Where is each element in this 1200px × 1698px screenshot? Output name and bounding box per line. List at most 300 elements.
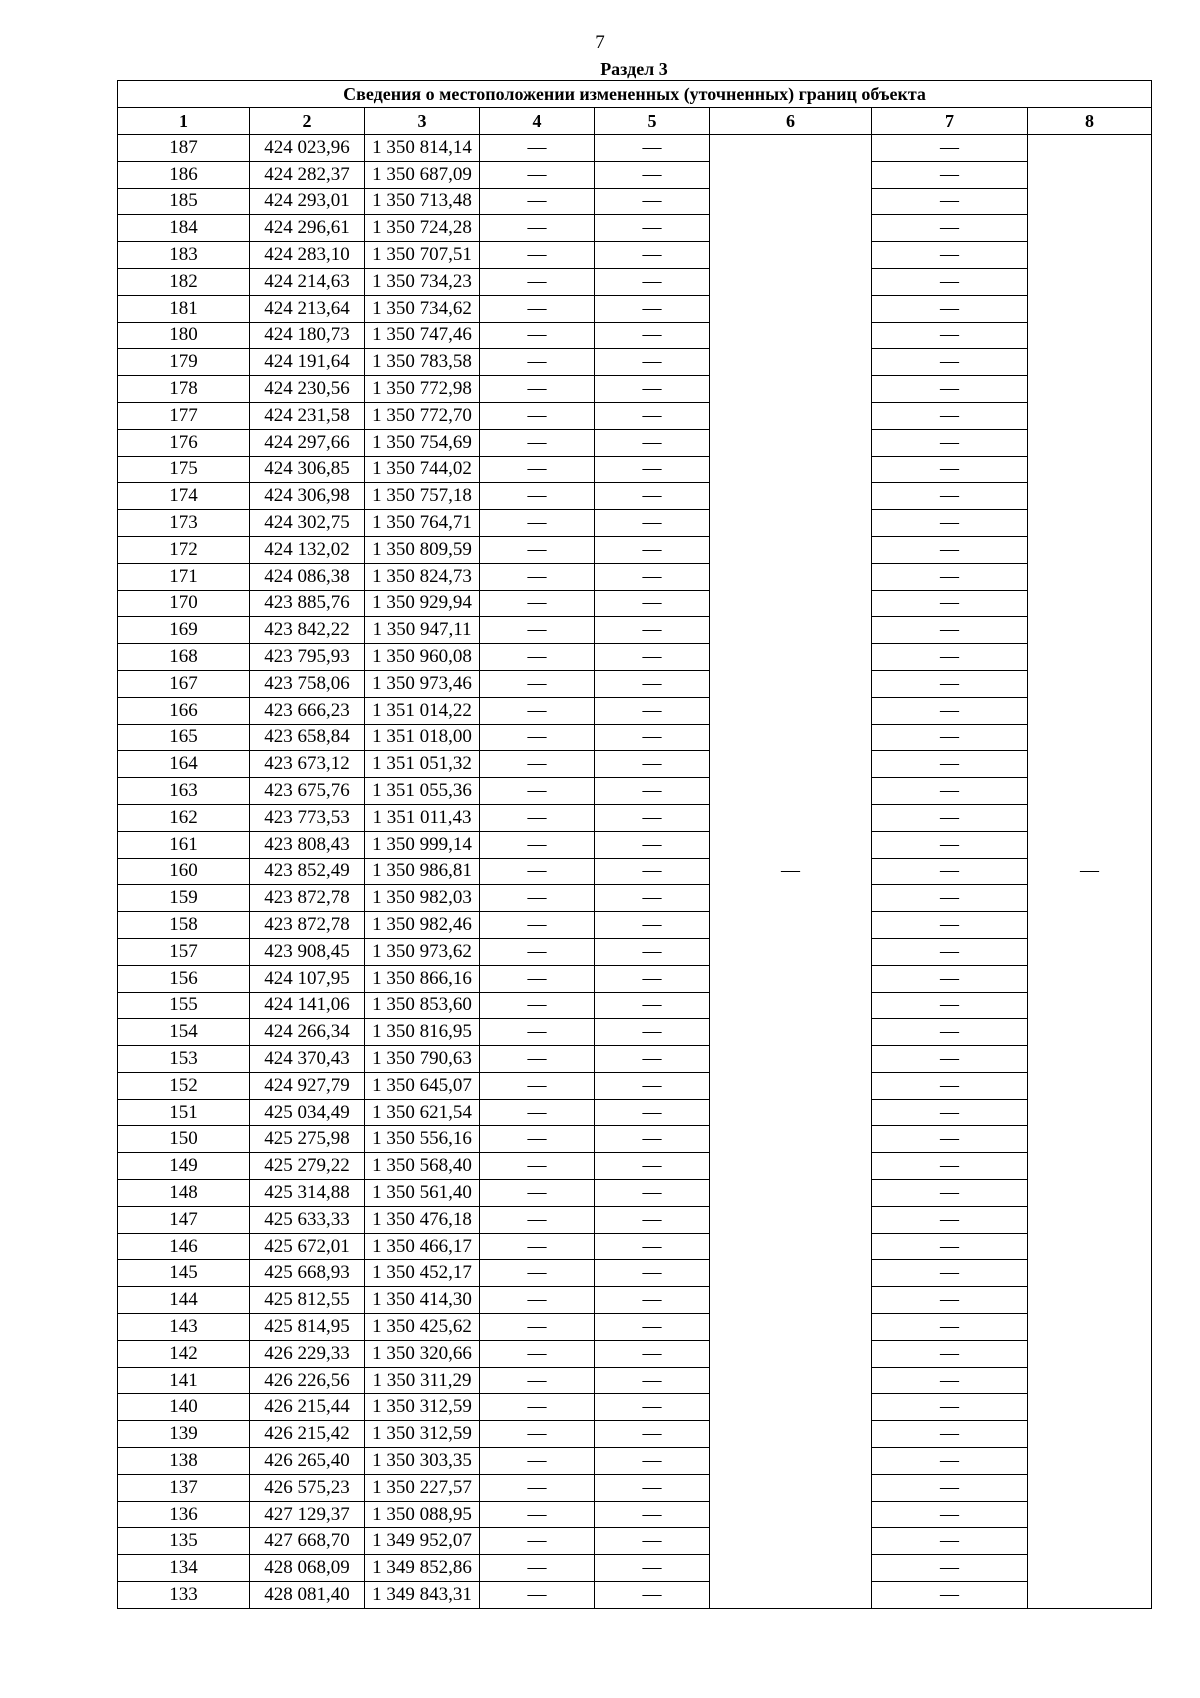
col4-dash-cell: —	[480, 1180, 595, 1207]
coordinate-y-cell: 1 350 312,59	[365, 1394, 480, 1421]
col4-dash-cell: —	[480, 590, 595, 617]
col4-dash-cell: —	[480, 1555, 595, 1582]
table-header-row	[118, 108, 1152, 135]
col7-dash-cell: —	[872, 778, 1028, 805]
col4-dash-cell: —	[480, 965, 595, 992]
col7-dash-cell: —	[872, 670, 1028, 697]
table-row	[118, 1046, 1152, 1073]
coordinate-x-cell: 424 293,01	[250, 188, 365, 215]
table-row	[118, 1019, 1152, 1046]
col7-dash-cell: —	[872, 804, 1028, 831]
col4-dash-cell: —	[480, 1019, 595, 1046]
coordinate-y-cell: 1 350 960,08	[365, 644, 480, 671]
coordinate-x-cell: 424 214,63	[250, 268, 365, 295]
col5-dash-cell: —	[595, 510, 710, 537]
coordinate-y-cell: 1 350 824,73	[365, 563, 480, 590]
col7-dash-cell: —	[872, 295, 1028, 322]
col4-dash-cell: —	[480, 1126, 595, 1153]
point-number-cell: 179	[118, 349, 250, 376]
coordinate-y-cell: 1 350 764,71	[365, 510, 480, 537]
column-header: 7	[872, 108, 1028, 135]
table-caption-row	[118, 81, 1152, 108]
col5-dash-cell: —	[595, 1260, 710, 1287]
coordinate-y-cell: 1 350 754,69	[365, 429, 480, 456]
col7-dash-cell: —	[872, 938, 1028, 965]
table-row	[118, 135, 1152, 162]
point-number-cell: 148	[118, 1180, 250, 1207]
coordinate-x-cell: 425 314,88	[250, 1180, 365, 1207]
table-row	[118, 429, 1152, 456]
point-number-cell: 173	[118, 510, 250, 537]
col4-dash-cell: —	[480, 670, 595, 697]
coordinate-x-cell: 425 812,55	[250, 1287, 365, 1314]
point-number-cell: 181	[118, 295, 250, 322]
col5-dash-cell: —	[595, 1501, 710, 1528]
col4-dash-cell: —	[480, 644, 595, 671]
point-number-cell: 183	[118, 242, 250, 269]
coordinate-x-cell: 428 068,09	[250, 1555, 365, 1582]
col4-dash-cell: —	[480, 938, 595, 965]
table-row	[118, 1126, 1152, 1153]
table-row	[118, 858, 1152, 885]
table-row	[118, 1099, 1152, 1126]
table-row	[118, 322, 1152, 349]
col4-dash-cell: —	[480, 1099, 595, 1126]
col4-dash-cell: —	[480, 322, 595, 349]
point-number-cell: 170	[118, 590, 250, 617]
coordinate-x-cell: 425 034,49	[250, 1099, 365, 1126]
col7-dash-cell: —	[872, 1046, 1028, 1073]
coordinate-x-cell: 424 370,43	[250, 1046, 365, 1073]
col5-dash-cell: —	[595, 751, 710, 778]
coordinate-x-cell: 424 230,56	[250, 376, 365, 403]
col7-dash-cell: —	[872, 268, 1028, 295]
col5-dash-cell: —	[595, 590, 710, 617]
col4-dash-cell: —	[480, 1394, 595, 1421]
col4-dash-cell: —	[480, 617, 595, 644]
coordinate-y-cell: 1 351 011,43	[365, 804, 480, 831]
col7-dash-cell: —	[872, 483, 1028, 510]
table-row	[118, 1180, 1152, 1207]
table-row	[118, 510, 1152, 537]
coordinate-y-cell: 1 350 734,23	[365, 268, 480, 295]
point-number-cell: 140	[118, 1394, 250, 1421]
col5-dash-cell: —	[595, 322, 710, 349]
section-title: Раздел 3	[600, 59, 668, 79]
table-row	[118, 1394, 1152, 1421]
column-header: 8	[1028, 108, 1152, 135]
col7-dash-cell: —	[872, 1421, 1028, 1448]
point-number-cell: 180	[118, 322, 250, 349]
table-row	[118, 1582, 1152, 1609]
coordinate-y-cell: 1 350 088,95	[365, 1501, 480, 1528]
table-row	[118, 295, 1152, 322]
col7-dash-cell: —	[872, 1582, 1028, 1609]
col5-dash-cell: —	[595, 1448, 710, 1475]
col5-dash-cell: —	[595, 215, 710, 242]
table-row	[118, 1260, 1152, 1287]
col7-dash-cell: —	[872, 242, 1028, 269]
col4-dash-cell: —	[480, 242, 595, 269]
coordinate-y-cell: 1 350 783,58	[365, 349, 480, 376]
col7-dash-cell: —	[872, 912, 1028, 939]
col4-dash-cell: —	[480, 804, 595, 831]
point-number-cell: 150	[118, 1126, 250, 1153]
col7-dash-cell: —	[872, 751, 1028, 778]
coordinate-x-cell: 427 129,37	[250, 1501, 365, 1528]
col7-dash-cell: —	[872, 590, 1028, 617]
coordinate-y-cell: 1 350 747,46	[365, 322, 480, 349]
col5-dash-cell: —	[595, 1233, 710, 1260]
col5-dash-cell: —	[595, 1153, 710, 1180]
coordinate-x-cell: 424 231,58	[250, 402, 365, 429]
coordinate-x-cell: 424 266,34	[250, 1019, 365, 1046]
coordinate-y-cell: 1 350 645,07	[365, 1072, 480, 1099]
point-number-cell: 143	[118, 1314, 250, 1341]
col4-dash-cell: —	[480, 1501, 595, 1528]
col4-dash-cell: —	[480, 1448, 595, 1475]
coordinate-y-cell: 1 350 724,28	[365, 215, 480, 242]
coordinate-y-cell: 1 350 687,09	[365, 161, 480, 188]
col5-dash-cell: —	[595, 697, 710, 724]
point-number-cell: 146	[118, 1233, 250, 1260]
table-row	[118, 697, 1152, 724]
table-row	[118, 885, 1152, 912]
point-number-cell: 141	[118, 1367, 250, 1394]
point-number-cell: 144	[118, 1287, 250, 1314]
col7-dash-cell: —	[872, 402, 1028, 429]
col7-dash-cell: —	[872, 349, 1028, 376]
col4-dash-cell: —	[480, 1153, 595, 1180]
coordinate-y-cell: 1 350 227,57	[365, 1474, 480, 1501]
coordinate-y-cell: 1 349 952,07	[365, 1528, 480, 1555]
col4-dash-cell: —	[480, 135, 595, 162]
col5-dash-cell: —	[595, 456, 710, 483]
table-row	[118, 1421, 1152, 1448]
col5-dash-cell: —	[595, 617, 710, 644]
point-number-cell: 187	[118, 135, 250, 162]
col5-dash-cell: —	[595, 1126, 710, 1153]
col5-dash-cell: —	[595, 1474, 710, 1501]
col7-dash-cell: —	[872, 992, 1028, 1019]
col7-dash-cell: —	[872, 1555, 1028, 1582]
coordinate-x-cell: 424 297,66	[250, 429, 365, 456]
col4-dash-cell: —	[480, 161, 595, 188]
col7-dash-cell: —	[872, 376, 1028, 403]
table-row	[118, 1474, 1152, 1501]
point-number-cell: 152	[118, 1072, 250, 1099]
coordinate-y-cell: 1 349 843,31	[365, 1582, 480, 1609]
table-row	[118, 590, 1152, 617]
coordinate-x-cell: 423 773,53	[250, 804, 365, 831]
col7-dash-cell: —	[872, 724, 1028, 751]
point-number-cell: 137	[118, 1474, 250, 1501]
point-number-cell: 155	[118, 992, 250, 1019]
col5-dash-cell: —	[595, 938, 710, 965]
point-number-cell: 138	[118, 1448, 250, 1475]
coordinate-y-cell: 1 350 929,94	[365, 590, 480, 617]
table-row	[118, 483, 1152, 510]
col4-dash-cell: —	[480, 751, 595, 778]
coordinate-x-cell: 424 107,95	[250, 965, 365, 992]
table-row	[118, 242, 1152, 269]
col7-dash-cell: —	[872, 1153, 1028, 1180]
col5-dash-cell: —	[595, 402, 710, 429]
col7-dash-cell: —	[872, 456, 1028, 483]
point-number-cell: 159	[118, 885, 250, 912]
coordinate-x-cell: 425 672,01	[250, 1233, 365, 1260]
coordinate-x-cell: 428 081,40	[250, 1582, 365, 1609]
point-number-cell: 177	[118, 402, 250, 429]
col7-dash-cell: —	[872, 563, 1028, 590]
coordinate-y-cell: 1 350 312,59	[365, 1421, 480, 1448]
col7-dash-cell: —	[872, 1367, 1028, 1394]
point-number-cell: 145	[118, 1260, 250, 1287]
point-number-cell: 163	[118, 778, 250, 805]
col5-dash-cell: —	[595, 429, 710, 456]
coordinate-x-cell: 424 302,75	[250, 510, 365, 537]
col4-dash-cell: —	[480, 885, 595, 912]
coordinate-y-cell: 1 350 772,98	[365, 376, 480, 403]
point-number-cell: 153	[118, 1046, 250, 1073]
point-number-cell: 172	[118, 536, 250, 563]
coordinate-y-cell: 1 350 790,63	[365, 1046, 480, 1073]
coordinate-x-cell: 427 668,70	[250, 1528, 365, 1555]
col5-dash-cell: —	[595, 483, 710, 510]
table-row	[118, 268, 1152, 295]
coordinate-x-cell: 423 758,06	[250, 670, 365, 697]
point-number-cell: 133	[118, 1582, 250, 1609]
column-header: 1	[118, 108, 250, 135]
col5-dash-cell: —	[595, 135, 710, 162]
page-number: 7	[595, 32, 605, 53]
column-header: 3	[365, 108, 480, 135]
coordinate-y-cell: 1 350 311,29	[365, 1367, 480, 1394]
coordinate-x-cell: 423 666,23	[250, 697, 365, 724]
coordinate-y-cell: 1 349 852,86	[365, 1555, 480, 1582]
col7-dash-cell: —	[872, 161, 1028, 188]
point-number-cell: 151	[118, 1099, 250, 1126]
coordinate-y-cell: 1 350 809,59	[365, 536, 480, 563]
col7-dash-cell: —	[872, 965, 1028, 992]
col7-dash-cell: —	[872, 1528, 1028, 1555]
point-number-cell: 160	[118, 858, 250, 885]
coordinate-y-cell: 1 350 757,18	[365, 483, 480, 510]
table-row	[118, 161, 1152, 188]
col4-dash-cell: —	[480, 215, 595, 242]
point-number-cell: 156	[118, 965, 250, 992]
table-row	[118, 804, 1152, 831]
col5-dash-cell: —	[595, 1528, 710, 1555]
point-number-cell: 139	[118, 1421, 250, 1448]
table-caption: Сведения о местоположении измененных (уточненных) границ объекта	[118, 81, 1152, 108]
point-number-cell: 174	[118, 483, 250, 510]
table-row	[118, 938, 1152, 965]
col7-dash-cell: —	[872, 510, 1028, 537]
point-number-cell: 165	[118, 724, 250, 751]
point-number-cell: 171	[118, 563, 250, 590]
col4-dash-cell: —	[480, 1287, 595, 1314]
coordinate-x-cell: 424 023,96	[250, 135, 365, 162]
column-header: 2	[250, 108, 365, 135]
col4-dash-cell: —	[480, 1582, 595, 1609]
coordinate-x-cell: 424 283,10	[250, 242, 365, 269]
col7-dash-cell: —	[872, 1099, 1028, 1126]
coordinate-y-cell: 1 350 713,48	[365, 188, 480, 215]
col7-dash-cell: —	[872, 1180, 1028, 1207]
point-number-cell: 149	[118, 1153, 250, 1180]
column-header: 6	[710, 108, 872, 135]
coordinate-x-cell: 423 908,45	[250, 938, 365, 965]
col5-dash-cell: —	[595, 1555, 710, 1582]
table-row	[118, 992, 1152, 1019]
col7-dash-cell: —	[872, 135, 1028, 162]
col5-dash-cell: —	[595, 885, 710, 912]
col7-dash-cell: —	[872, 1394, 1028, 1421]
coordinate-y-cell: 1 350 853,60	[365, 992, 480, 1019]
col7-dash-cell: —	[872, 429, 1028, 456]
col4-dash-cell: —	[480, 402, 595, 429]
col5-dash-cell: —	[595, 724, 710, 751]
coordinate-y-cell: 1 350 734,62	[365, 295, 480, 322]
col7-dash-cell: —	[872, 1072, 1028, 1099]
col5-dash-cell: —	[595, 1582, 710, 1609]
table-row	[118, 188, 1152, 215]
coordinate-x-cell: 424 141,06	[250, 992, 365, 1019]
coordinate-y-cell: 1 350 414,30	[365, 1287, 480, 1314]
coordinate-x-cell: 425 279,22	[250, 1153, 365, 1180]
col5-dash-cell: —	[595, 912, 710, 939]
coordinate-y-cell: 1 350 561,40	[365, 1180, 480, 1207]
col5-dash-cell: —	[595, 965, 710, 992]
coordinate-x-cell: 424 927,79	[250, 1072, 365, 1099]
point-number-cell: 158	[118, 912, 250, 939]
coordinate-x-cell: 424 191,64	[250, 349, 365, 376]
coordinate-x-cell: 424 086,38	[250, 563, 365, 590]
table-row	[118, 1287, 1152, 1314]
coordinate-x-cell: 426 575,23	[250, 1474, 365, 1501]
col7-dash-cell: —	[872, 1233, 1028, 1260]
col5-dash-cell: —	[595, 1314, 710, 1341]
coordinate-x-cell: 426 215,44	[250, 1394, 365, 1421]
table-row	[118, 1153, 1152, 1180]
coordinate-x-cell: 423 808,43	[250, 831, 365, 858]
point-number-cell: 161	[118, 831, 250, 858]
table-row	[118, 644, 1152, 671]
coordinate-x-cell: 423 842,22	[250, 617, 365, 644]
col5-dash-cell: —	[595, 295, 710, 322]
col8-merged-cell: —	[1028, 135, 1152, 1609]
point-number-cell: 136	[118, 1501, 250, 1528]
coordinate-y-cell: 1 350 947,11	[365, 617, 480, 644]
table-row	[118, 670, 1152, 697]
table-row	[118, 912, 1152, 939]
col4-dash-cell: —	[480, 1314, 595, 1341]
coordinate-x-cell: 424 306,98	[250, 483, 365, 510]
col7-dash-cell: —	[872, 1019, 1028, 1046]
col4-dash-cell: —	[480, 1367, 595, 1394]
table-row	[118, 1528, 1152, 1555]
col4-dash-cell: —	[480, 536, 595, 563]
point-number-cell: 166	[118, 697, 250, 724]
col4-dash-cell: —	[480, 1046, 595, 1073]
coordinate-x-cell: 425 275,98	[250, 1126, 365, 1153]
col5-dash-cell: —	[595, 1367, 710, 1394]
coordinate-y-cell: 1 350 568,40	[365, 1153, 480, 1180]
col7-dash-cell: —	[872, 536, 1028, 563]
table-row	[118, 1367, 1152, 1394]
table-row	[118, 1206, 1152, 1233]
col5-dash-cell: —	[595, 858, 710, 885]
col4-dash-cell: —	[480, 1421, 595, 1448]
coordinate-y-cell: 1 350 621,54	[365, 1099, 480, 1126]
col5-dash-cell: —	[595, 1206, 710, 1233]
col5-dash-cell: —	[595, 804, 710, 831]
coordinate-y-cell: 1 350 556,16	[365, 1126, 480, 1153]
table-row	[118, 215, 1152, 242]
table-row	[118, 1233, 1152, 1260]
coordinate-y-cell: 1 350 986,81	[365, 858, 480, 885]
coordinate-x-cell: 424 180,73	[250, 322, 365, 349]
coordinate-x-cell: 425 633,33	[250, 1206, 365, 1233]
table-row	[118, 778, 1152, 805]
coordinate-x-cell: 423 872,78	[250, 885, 365, 912]
point-number-cell: 154	[118, 1019, 250, 1046]
col4-dash-cell: —	[480, 268, 595, 295]
col7-dash-cell: —	[872, 831, 1028, 858]
table-body	[118, 135, 1152, 1609]
col7-dash-cell: —	[872, 1206, 1028, 1233]
col4-dash-cell: —	[480, 510, 595, 537]
coordinate-y-cell: 1 350 772,70	[365, 402, 480, 429]
col4-dash-cell: —	[480, 483, 595, 510]
col5-dash-cell: —	[595, 563, 710, 590]
coordinate-y-cell: 1 350 982,46	[365, 912, 480, 939]
col7-dash-cell: —	[872, 188, 1028, 215]
col4-dash-cell: —	[480, 1206, 595, 1233]
point-number-cell: 167	[118, 670, 250, 697]
coordinate-x-cell: 423 673,12	[250, 751, 365, 778]
col7-dash-cell: —	[872, 858, 1028, 885]
col5-dash-cell: —	[595, 268, 710, 295]
table-row	[118, 1448, 1152, 1475]
col7-dash-cell: —	[872, 1287, 1028, 1314]
col4-dash-cell: —	[480, 376, 595, 403]
point-number-cell: 184	[118, 215, 250, 242]
point-number-cell: 168	[118, 644, 250, 671]
table-row	[118, 724, 1152, 751]
table-row	[118, 536, 1152, 563]
col7-dash-cell: —	[872, 1501, 1028, 1528]
col5-dash-cell: —	[595, 1180, 710, 1207]
col4-dash-cell: —	[480, 912, 595, 939]
coordinate-x-cell: 426 215,42	[250, 1421, 365, 1448]
col5-dash-cell: —	[595, 242, 710, 269]
col7-dash-cell: —	[872, 644, 1028, 671]
coordinate-y-cell: 1 350 707,51	[365, 242, 480, 269]
col5-dash-cell: —	[595, 1019, 710, 1046]
table-row	[118, 456, 1152, 483]
coordinate-x-cell: 425 668,93	[250, 1260, 365, 1287]
table-row	[118, 349, 1152, 376]
coordinate-x-cell: 423 795,93	[250, 644, 365, 671]
col7-dash-cell: —	[872, 1474, 1028, 1501]
coordinate-x-cell: 424 306,85	[250, 456, 365, 483]
col5-dash-cell: —	[595, 161, 710, 188]
col4-dash-cell: —	[480, 1528, 595, 1555]
col7-dash-cell: —	[872, 1448, 1028, 1475]
coordinate-y-cell: 1 351 018,00	[365, 724, 480, 751]
